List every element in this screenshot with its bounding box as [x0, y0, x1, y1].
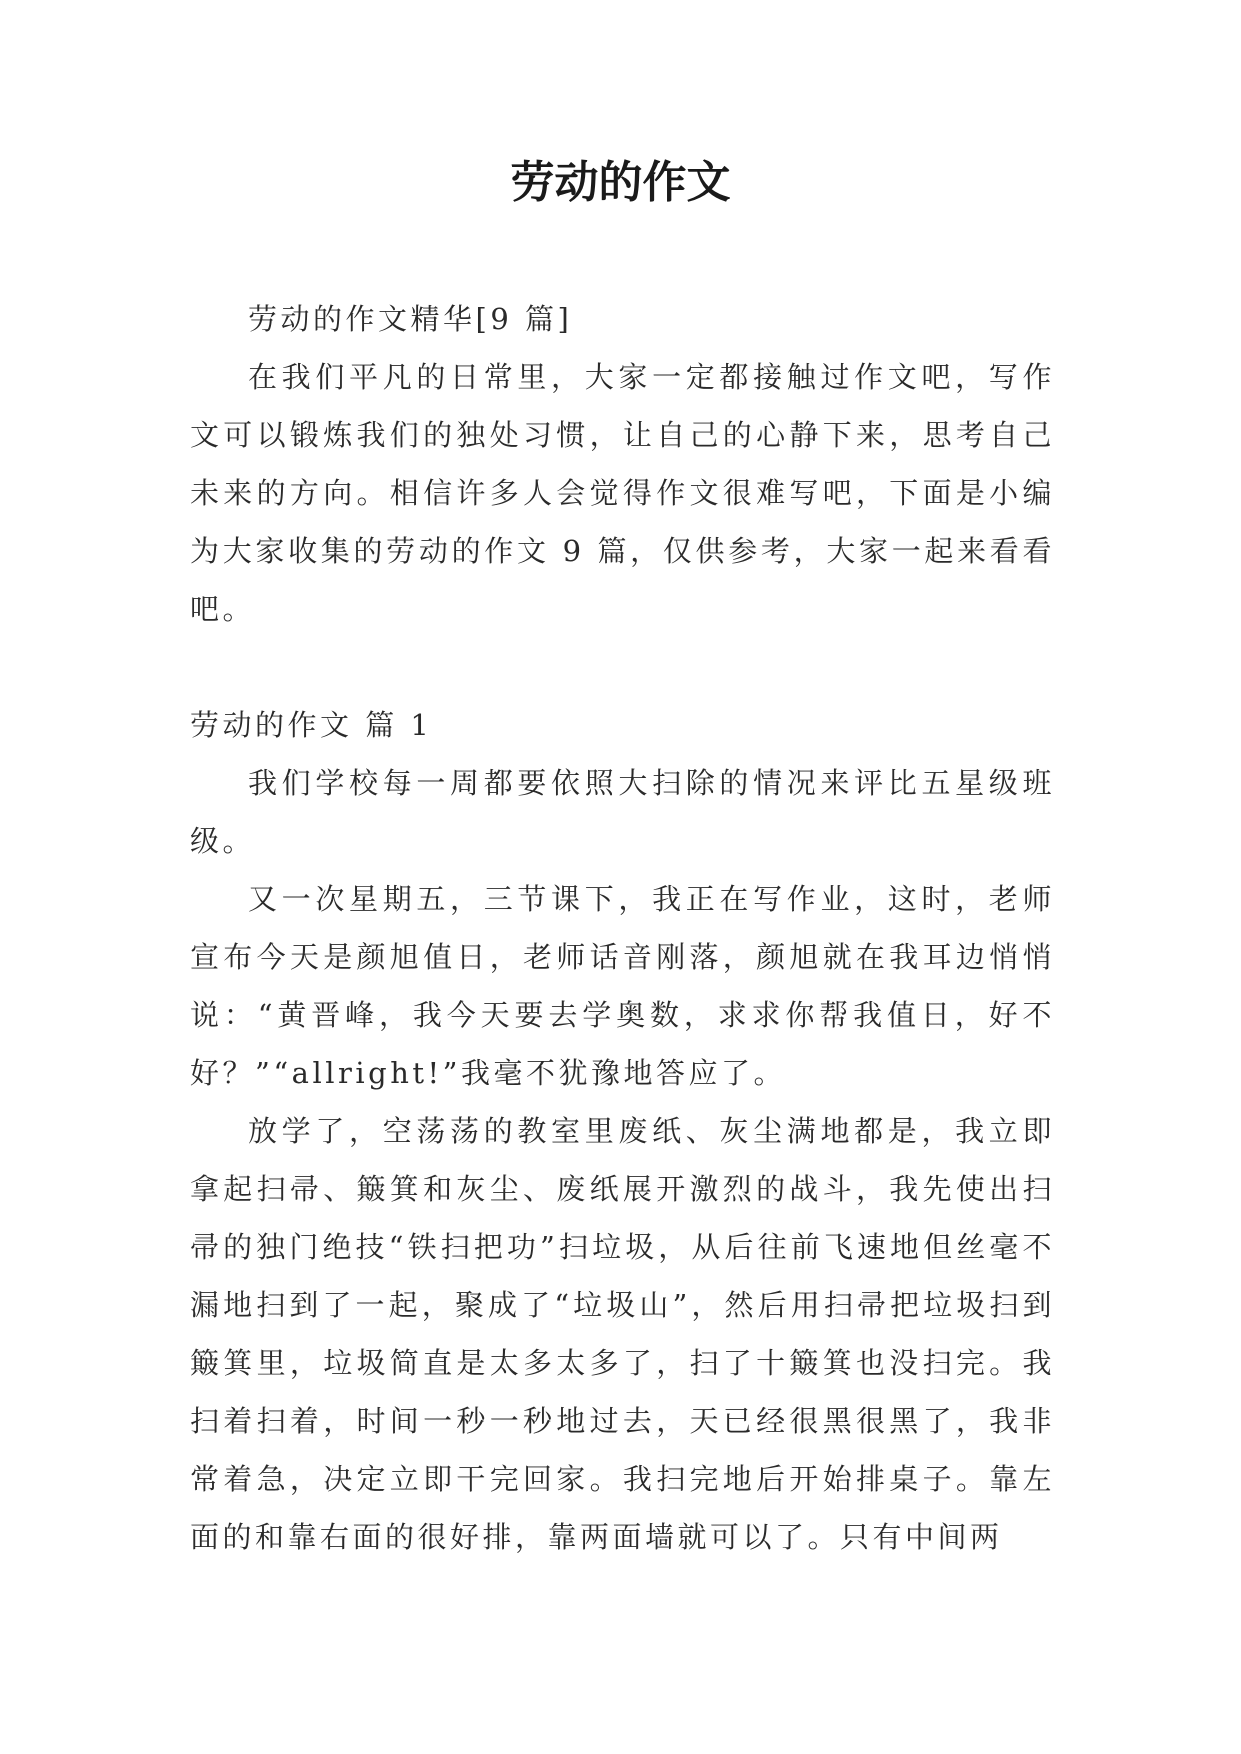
section-spacer — [190, 638, 1055, 696]
body-paragraph: 放学了，空荡荡的教室里废纸、灰尘满地都是，我立即拿起扫帚、簸箕和灰尘、废纸展开激烈的战斗，我先使出扫帚的独门绝技“铁扫把功”扫垃圾，从后往前飞速地但丝毫不漏地扫到了一起，聚成了“垃圾山”，然后用扫帚把垃圾扫到簸箕里，垃圾简直是太多太多了，扫了十簸箕也没扫完。我扫着扫着，时间一秒一秒地过去，天已经很黑很黑了，我非常着急，决定立即干完回家。我扫完地后开始排桌子。靠左面的和靠右面的很好排，靠两面墙就可以了。只有中间两 — [190, 1114, 1055, 1554]
document-body — [190, 290, 1055, 1566]
intro-paragraph: 在我们平凡的日常里，大家一定都接触过作文吧，写作文可以锻炼我们的独处习惯，让自己的心静下来，思考自己未来的方向。相信许多人会觉得作文很难写吧，下面是小编为大家收集的劳动的作文 9 篇，仅供参考，大家一起来看看吧。 — [190, 360, 1055, 626]
intro-heading: 劳动的作文精华[9 篇] — [248, 302, 573, 336]
document-title: 劳动的作文 — [510, 157, 731, 208]
body-paragraph: 我们学校每一周都要依照大扫除的情况来评比五星级班级。 — [190, 766, 1055, 858]
body-paragraph: 又一次星期五，三节课下，我正在写作业，这时，老师宣布今天是颜旭值日，老师话音刚落，颜旭就在我耳边悄悄说：“黄晋峰，我今天要去学奥数，求求你帮我值日，好不好？”“allright!”我毫不犹豫地答应了。 — [190, 882, 1055, 1090]
section-heading: 劳动的作文 篇 1 — [190, 708, 433, 742]
